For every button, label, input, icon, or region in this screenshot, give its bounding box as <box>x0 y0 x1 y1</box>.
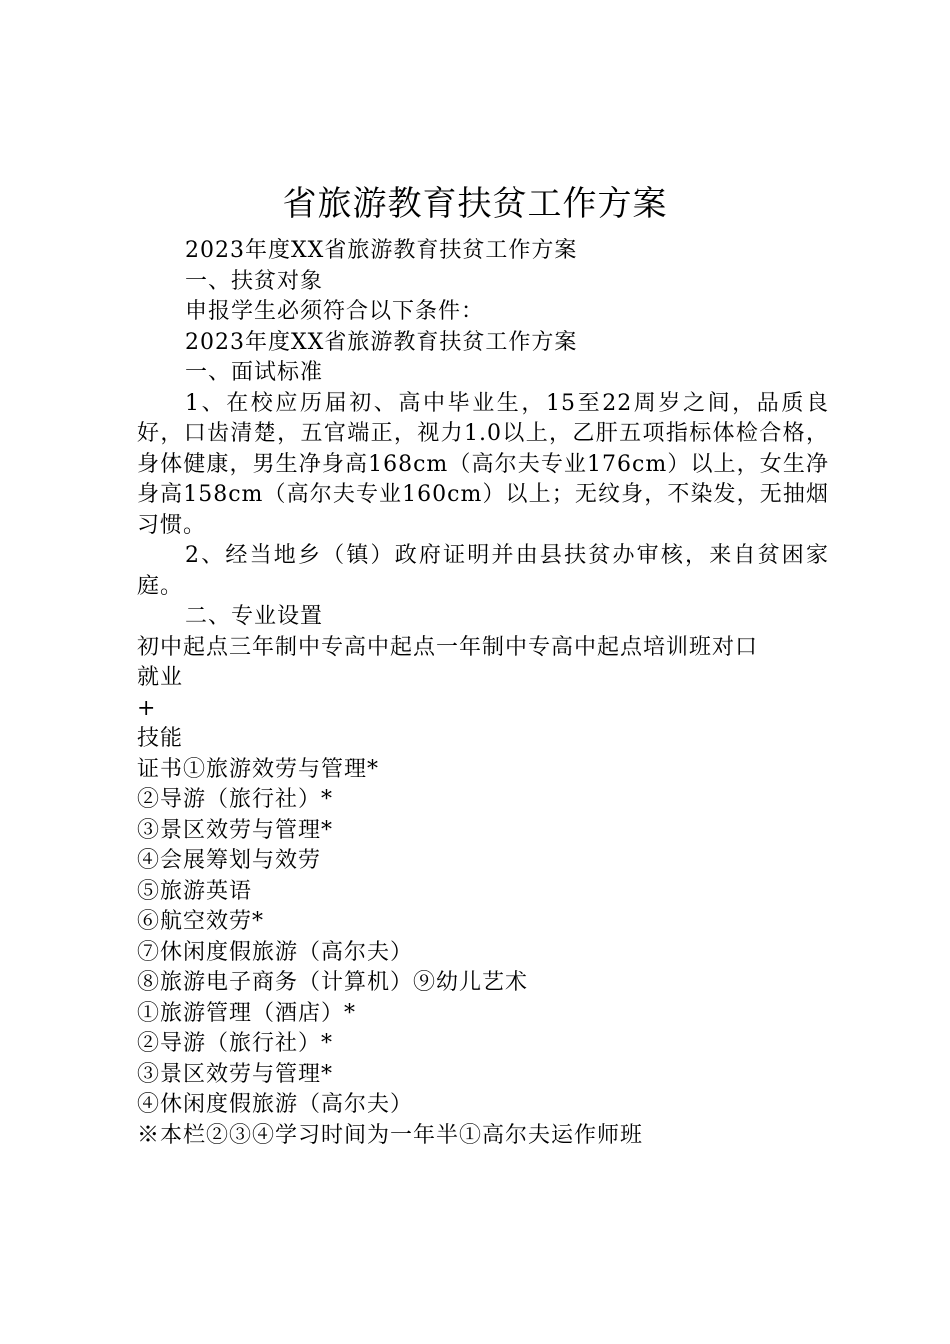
list-item: 证书①旅游效劳与管理* <box>137 756 380 782</box>
list-item: ①旅游管理（酒店）* <box>137 1000 357 1026</box>
section-heading-majors: 二、专业设置 <box>185 604 324 629</box>
list-item: ⑤旅游英语 <box>137 878 253 904</box>
plan-year-heading: 2023年度XX省旅游教育扶贫工作方案 <box>185 238 578 263</box>
list-item: ③景区效劳与管理* <box>137 1061 334 1087</box>
list-item: ②导游（旅行社）* <box>137 1031 334 1056</box>
list-item: ②导游（旅行社）* <box>137 787 334 812</box>
majors-table-header: 初中起点三年制中专高中起点一年制中专高中起点培训班对口 <box>137 634 759 660</box>
section-heading-interview: 一、面试标准 <box>185 360 324 385</box>
list-item: 就业 <box>137 665 184 690</box>
document-body <box>137 236 829 1151</box>
section-heading-targets: 一、扶贫对象 <box>185 268 324 294</box>
list-item: ※本栏②③④学习时间为一年半①高尔夫运作师班 <box>137 1122 644 1148</box>
list-item: + <box>137 695 157 721</box>
list-item: ⑧旅游电子商务（计算机）⑨幼儿艺术 <box>137 970 529 995</box>
list-item: ③景区效劳与管理* <box>137 817 334 843</box>
list-item: 技能 <box>137 726 184 751</box>
plan-year-heading-repeat: 2023年度XX省旅游教育扶贫工作方案 <box>185 329 578 355</box>
document-title: 省旅游教育扶贫工作方案 <box>282 184 668 224</box>
list-item: ⑥航空效劳* <box>137 909 265 934</box>
list-item: ④休闲度假旅游（高尔夫） <box>137 1092 414 1117</box>
criteria-paragraph-2: 2、经当地乡（镇）政府证明并由县扶贫办审核，来自贫困家庭。 <box>137 543 829 599</box>
conditions-intro: 申报学生必须符合以下条件： <box>185 299 485 324</box>
list-item: ④会展筹划与效劳 <box>137 848 322 873</box>
criteria-paragraph-1: 1、在校应历届初、高中毕业生，15至22周岁之间，品质良好，口齿清楚，五官端正，视力1.0以上，乙肝五项指标体检合格，身体健康，男生净身高168cm（高尔夫专业176cm）以上，女生净身高158cm（高尔夫专业160cm）以上；无纹身，不染发，无抽烟习惯。 <box>137 390 829 538</box>
list-item: ⑦休闲度假旅游（高尔夫） <box>137 939 414 965</box>
